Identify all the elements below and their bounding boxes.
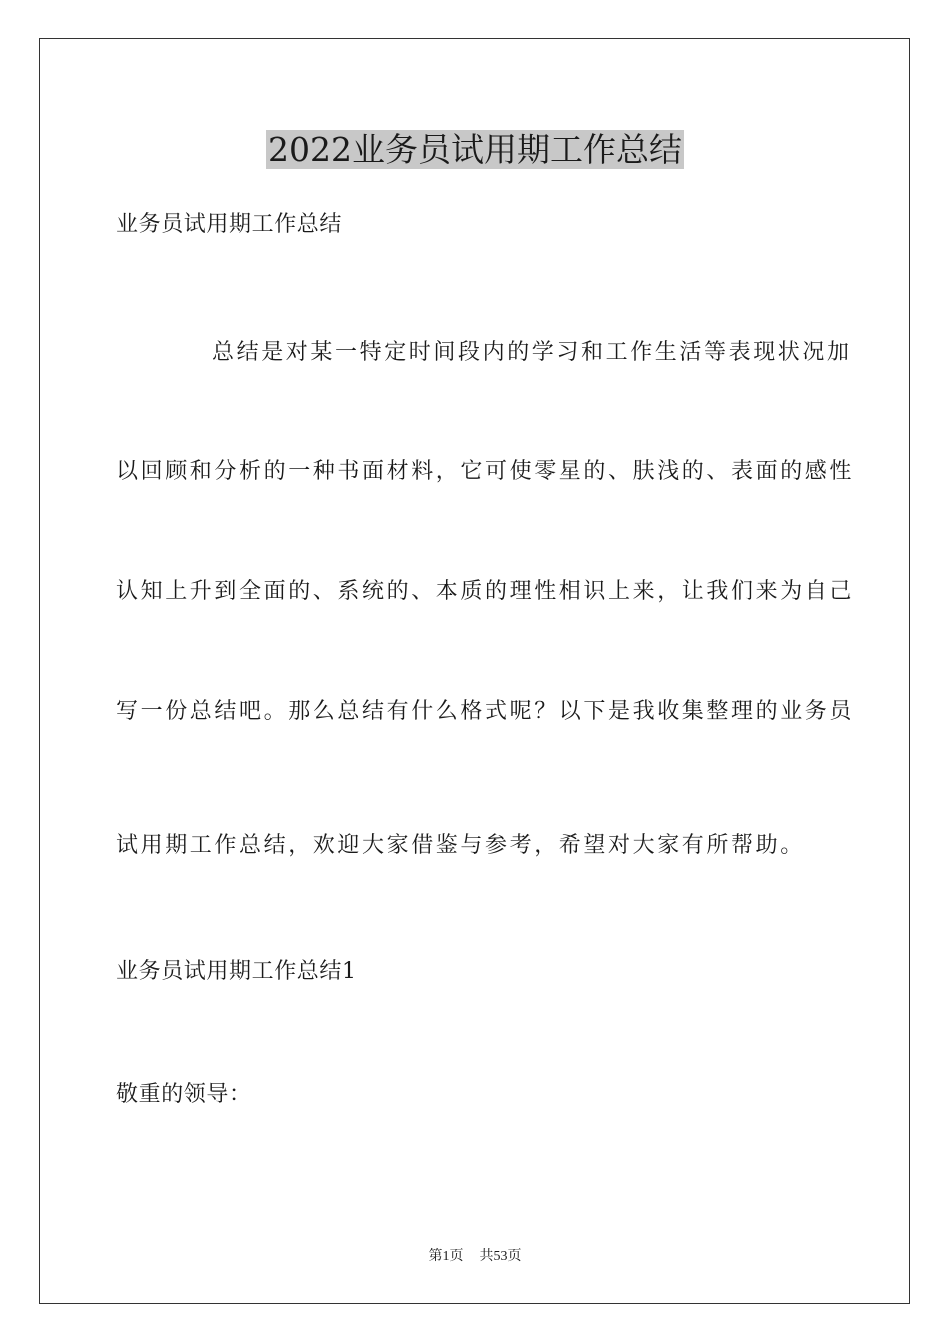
paragraph-line: 试用期工作总结，欢迎大家借鉴与参考，希望对大家有所帮助。 (116, 833, 805, 858)
paragraph-line: 认知上升到全面的、系统的、本质的理性相识上来，让我们来为自己 (116, 579, 855, 604)
paragraph-line: 以回顾和分析的一种书面材料，它可使零星的、肤浅的、表面的感性 (116, 459, 855, 484)
page-footer (0, 1247, 950, 1267)
page-total: 共53页 (479, 1249, 522, 1264)
salutation: 敬重的领导： (116, 1082, 252, 1107)
document-subtitle: 业务员试用期工作总结 (116, 212, 343, 237)
document-title-text: 2022业务员试用期工作总结 (268, 130, 682, 169)
page-number: 第1页 (428, 1249, 464, 1264)
document-title (0, 124, 950, 176)
paragraph-line: 写一份总结吧。那么总结有什么格式呢？以下是我收集整理的业务员 (116, 699, 855, 724)
section-heading: 业务员试用期工作总结1 (116, 959, 357, 984)
paragraph-line: 总结是对某一特定时间段内的学习和工作生活等表现状况加 (212, 340, 852, 365)
